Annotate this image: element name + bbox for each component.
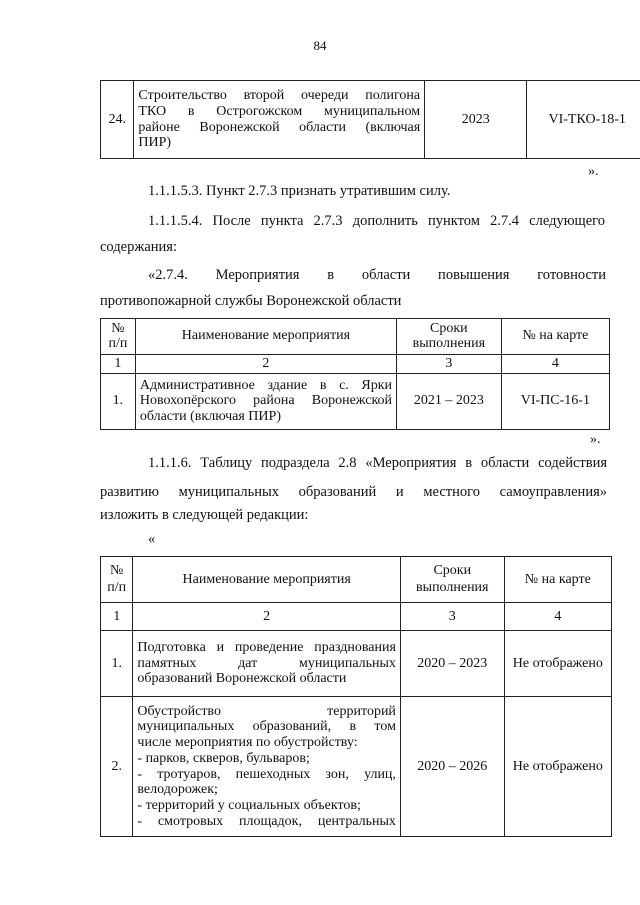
header-text: Сроки xyxy=(433,563,472,579)
open-quote: « xyxy=(148,531,156,547)
row-map: Не отображено xyxy=(504,631,611,697)
index-cell: 4 xyxy=(504,603,611,631)
name-line: Обустройство территорий xyxy=(137,703,396,719)
header-text: п/п xyxy=(108,336,128,352)
name-line: - смотровых площадок, центральных xyxy=(137,813,396,829)
table-row xyxy=(101,373,610,429)
name-line: - территорий у социальных объектов; xyxy=(137,797,361,813)
name-line: Административное здание в с. Ярки xyxy=(139,377,393,393)
name-line: - парков, скверов, бульваров; xyxy=(137,750,310,766)
row-name xyxy=(133,631,401,697)
header-text: п/п xyxy=(107,579,127,595)
table-header-row xyxy=(101,557,612,603)
header-text: Сроки xyxy=(430,321,468,336)
row-period: 2020 – 2023 xyxy=(400,631,504,697)
header-text: выполнения xyxy=(416,579,489,595)
row-map: Не отображено xyxy=(504,697,611,837)
index-cell: 3 xyxy=(400,603,504,631)
table-municipal xyxy=(100,556,612,837)
header-period xyxy=(397,319,502,355)
row-number: 1. xyxy=(101,373,136,429)
header-period xyxy=(400,557,504,603)
row-name xyxy=(134,81,425,159)
table-row xyxy=(101,697,612,837)
row-period: 2023 xyxy=(425,81,527,159)
name-line: районе Воронежской области (включая xyxy=(138,119,421,135)
paragraph: 1.1.1.5.4. После пункта 2.7.3 дополнить пунктом 2.7.4 следующего xyxy=(148,213,605,229)
name-line: муниципальных образований, в том xyxy=(137,719,396,735)
row-map: VI-ПС-16-1 xyxy=(501,373,609,429)
index-cell: 1 xyxy=(101,603,133,631)
name-line: образований Воронежской области xyxy=(137,671,347,687)
paragraph: «2.7.4. Мероприятия в области повышения готовности xyxy=(148,267,606,283)
row-number: 24. xyxy=(101,81,134,159)
row-period: 2020 – 2026 xyxy=(400,697,504,837)
name-line: велодорожек; xyxy=(137,782,218,798)
table-top xyxy=(100,80,640,159)
header-text: № xyxy=(110,563,124,579)
paragraph: содержания: xyxy=(100,239,178,255)
paragraph: развитию муниципальных образований и местного самоуправления» xyxy=(100,484,607,500)
paragraph: 1.1.1.5.3. Пункт 2.7.3 признать утратившим силу. xyxy=(148,183,451,199)
paragraph: противопожарной службы Воронежской области xyxy=(100,293,402,309)
row-period: 2021 – 2023 xyxy=(397,373,502,429)
header-num xyxy=(101,319,136,355)
header-name: Наименование мероприятия xyxy=(135,319,396,355)
index-cell: 2 xyxy=(133,603,401,631)
name-line: - тротуаров, пешеходных зон, улиц, xyxy=(137,766,396,782)
row-map: VI-ТКО-18-1 xyxy=(527,81,640,159)
paragraph: 1.1.1.6. Таблицу подраздела 2.8 «Мероприятия в области содействия xyxy=(148,455,607,471)
name-line: числе мероприятия по обустройству: xyxy=(137,735,358,751)
header-num xyxy=(101,557,133,603)
close-quote: ». xyxy=(590,432,601,447)
index-cell: 4 xyxy=(501,354,609,373)
name-line: ПИР) xyxy=(138,135,172,151)
name-line: памятных дат муниципальных xyxy=(137,655,396,671)
row-number: 1. xyxy=(101,631,133,697)
table-header-row xyxy=(101,319,610,355)
name-line: Строительство второй очереди полигона xyxy=(138,88,421,104)
index-cell: 2 xyxy=(135,354,396,373)
header-name: Наименование мероприятия xyxy=(133,557,401,603)
header-map: № на карте xyxy=(504,557,611,603)
name-line: области (включая ПИР) xyxy=(139,409,281,425)
table-index-row xyxy=(101,603,612,631)
name-line: Подготовка и проведение празднования xyxy=(137,639,396,655)
header-text: № xyxy=(111,321,125,336)
close-quote: ». xyxy=(588,164,599,179)
index-cell: 3 xyxy=(397,354,502,373)
index-cell: 1 xyxy=(101,354,136,373)
row-number: 2. xyxy=(101,697,133,837)
row-name xyxy=(135,373,396,429)
header-map: № на карте xyxy=(501,319,609,355)
table-row xyxy=(101,631,612,697)
paragraph: изложить в следующей редакции: xyxy=(100,507,309,523)
page-number: 84 xyxy=(313,38,327,53)
table-row xyxy=(101,81,640,159)
name-line: ТКО в Острогожском муниципальном xyxy=(138,103,421,119)
name-line: Новохопёрского района Воронежской xyxy=(139,393,393,409)
table-fire-service xyxy=(100,318,610,430)
header-text: выполнения xyxy=(412,336,486,352)
table-index-row xyxy=(101,354,610,373)
row-name xyxy=(133,697,401,837)
